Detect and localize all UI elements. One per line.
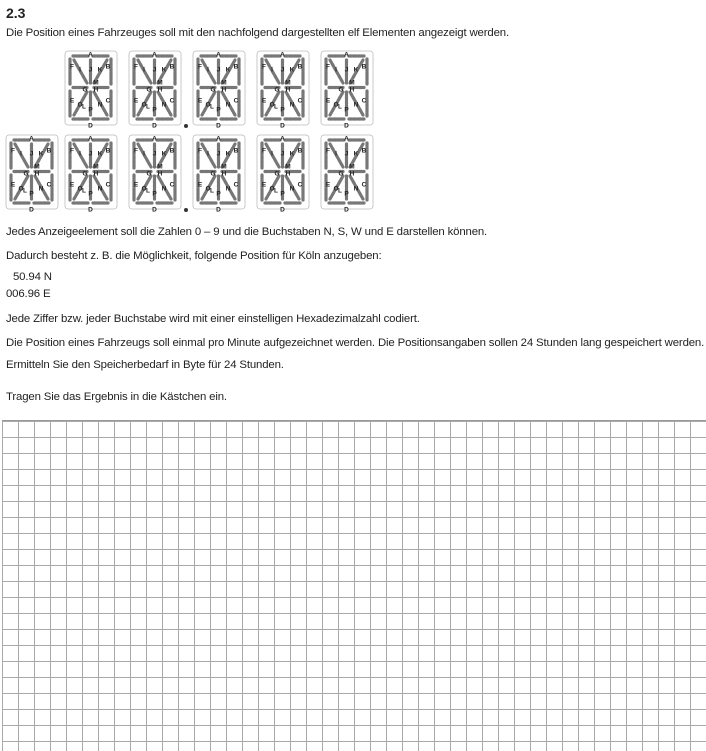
- svg-text:J: J: [280, 66, 285, 74]
- svg-text:B: B: [361, 147, 367, 155]
- svg-text:M: M: [349, 79, 355, 87]
- svg-text:M: M: [93, 163, 99, 171]
- svg-text:K: K: [38, 150, 44, 158]
- svg-text:C: C: [233, 97, 239, 105]
- svg-text:B: B: [297, 147, 303, 155]
- text-display-capability: Jedes Anzeigeelement soll die Zahlen 0 – 9 und die Buchstaben N, S, W und E darstellen können.: [6, 226, 488, 238]
- svg-text:B: B: [169, 63, 175, 71]
- svg-text:A: A: [88, 51, 93, 59]
- svg-text:A: A: [280, 135, 285, 143]
- svg-text:A: A: [216, 51, 221, 59]
- svg-text:L: L: [146, 103, 150, 111]
- svg-text:M: M: [157, 163, 163, 171]
- svg-text:C: C: [361, 181, 367, 189]
- svg-text:I: I: [335, 66, 337, 74]
- svg-text:L: L: [210, 187, 214, 195]
- svg-text:J: J: [280, 150, 285, 158]
- svg-text:O: O: [77, 101, 83, 109]
- svg-text:O: O: [205, 185, 211, 193]
- sixteen-segment-display: [64, 134, 118, 219]
- svg-text:G: G: [210, 170, 216, 178]
- svg-text:F: F: [326, 147, 330, 155]
- svg-text:H: H: [349, 170, 355, 178]
- svg-text:L: L: [338, 187, 342, 195]
- svg-text:J: J: [344, 66, 349, 74]
- sixteen-segment-display: [192, 50, 246, 135]
- svg-text:M: M: [349, 163, 355, 171]
- svg-text:P: P: [344, 106, 349, 114]
- svg-text:D: D: [280, 206, 285, 214]
- svg-text:N: N: [97, 185, 103, 193]
- svg-text:G: G: [338, 170, 344, 178]
- svg-text:I: I: [79, 150, 81, 158]
- svg-text:E: E: [69, 97, 75, 105]
- coordinate-east: 006.96 E: [6, 288, 51, 300]
- svg-text:N: N: [97, 101, 103, 109]
- svg-text:L: L: [82, 187, 86, 195]
- svg-text:F: F: [11, 147, 15, 155]
- svg-text:N: N: [161, 101, 167, 109]
- sixteen-segment-display: [192, 134, 246, 219]
- svg-text:N: N: [38, 185, 44, 193]
- svg-text:K: K: [97, 150, 103, 158]
- svg-text:C: C: [169, 181, 175, 189]
- svg-text:O: O: [333, 101, 339, 109]
- svg-text:M: M: [157, 79, 163, 87]
- svg-text:A: A: [344, 135, 349, 143]
- svg-text:E: E: [133, 181, 139, 189]
- sixteen-segment-display: [128, 50, 182, 135]
- svg-text:I: I: [207, 66, 209, 74]
- svg-text:A: A: [152, 135, 157, 143]
- svg-text:J: J: [88, 66, 93, 74]
- svg-text:G: G: [274, 86, 280, 94]
- svg-text:I: I: [79, 66, 81, 74]
- svg-text:O: O: [205, 101, 211, 109]
- svg-text:H: H: [285, 170, 291, 178]
- svg-text:G: G: [146, 170, 152, 178]
- svg-text:G: G: [338, 86, 344, 94]
- sixteen-segment-display: [5, 134, 59, 219]
- svg-text:J: J: [216, 66, 221, 74]
- svg-text:E: E: [325, 97, 331, 105]
- svg-text:K: K: [289, 150, 295, 158]
- svg-text:P: P: [29, 190, 34, 198]
- svg-text:P: P: [216, 106, 221, 114]
- svg-text:C: C: [361, 97, 367, 105]
- svg-text:H: H: [221, 86, 227, 94]
- decimal-point-bottom: [184, 208, 188, 212]
- task-intro: Die Position eines Fahrzeuges soll mit den nachfolgend dargestellten elf Elementen angezeigt werden.: [6, 27, 509, 39]
- svg-text:A: A: [216, 135, 221, 143]
- svg-text:H: H: [157, 170, 163, 178]
- answer-grid[interactable]: [2, 420, 706, 751]
- svg-text:P: P: [88, 106, 93, 114]
- svg-text:C: C: [169, 97, 175, 105]
- svg-text:N: N: [289, 101, 295, 109]
- svg-text:F: F: [198, 147, 202, 155]
- svg-text:B: B: [297, 63, 303, 71]
- svg-text:D: D: [29, 206, 34, 214]
- svg-text:O: O: [141, 101, 147, 109]
- svg-text:K: K: [225, 150, 231, 158]
- svg-text:F: F: [70, 147, 74, 155]
- svg-text:F: F: [198, 63, 202, 71]
- svg-text:B: B: [233, 147, 239, 155]
- svg-text:E: E: [261, 181, 267, 189]
- svg-text:A: A: [152, 51, 157, 59]
- svg-text:H: H: [93, 170, 99, 178]
- svg-text:A: A: [280, 51, 285, 59]
- svg-text:H: H: [157, 86, 163, 94]
- svg-text:K: K: [353, 150, 359, 158]
- svg-text:N: N: [161, 185, 167, 193]
- svg-text:A: A: [29, 135, 34, 143]
- svg-text:L: L: [210, 103, 214, 111]
- svg-text:J: J: [152, 150, 157, 158]
- svg-text:I: I: [271, 66, 273, 74]
- svg-text:P: P: [344, 190, 349, 198]
- task-number: 2.3: [6, 5, 26, 21]
- svg-text:I: I: [20, 150, 22, 158]
- svg-text:E: E: [10, 181, 16, 189]
- svg-text:M: M: [285, 163, 291, 171]
- svg-text:B: B: [361, 63, 367, 71]
- text-hex-encoding: Jede Ziffer bzw. jeder Buchstabe wird mit einer einstelligen Hexadezimalzahl codiert.: [6, 313, 420, 325]
- coordinate-north: 50.94 N: [13, 271, 52, 283]
- svg-text:J: J: [216, 150, 221, 158]
- svg-text:E: E: [197, 181, 203, 189]
- svg-text:K: K: [353, 66, 359, 74]
- svg-text:B: B: [233, 63, 239, 71]
- svg-text:D: D: [88, 122, 93, 130]
- svg-text:B: B: [105, 63, 111, 71]
- svg-text:P: P: [88, 190, 93, 198]
- sixteen-segment-display: [64, 50, 118, 135]
- svg-text:N: N: [225, 101, 231, 109]
- svg-text:G: G: [274, 170, 280, 178]
- svg-text:H: H: [34, 170, 40, 178]
- svg-text:G: G: [82, 86, 88, 94]
- svg-text:C: C: [46, 181, 52, 189]
- text-instruction: Tragen Sie das Ergebnis in die Kästchen ein.: [6, 391, 227, 403]
- svg-text:O: O: [333, 185, 339, 193]
- svg-text:F: F: [262, 63, 266, 71]
- svg-text:L: L: [274, 103, 278, 111]
- svg-text:D: D: [280, 122, 285, 130]
- sixteen-segment-display: [256, 134, 310, 219]
- svg-text:M: M: [221, 163, 227, 171]
- svg-text:G: G: [23, 170, 29, 178]
- svg-text:G: G: [82, 170, 88, 178]
- svg-text:K: K: [97, 66, 103, 74]
- svg-text:J: J: [344, 150, 349, 158]
- svg-text:D: D: [216, 122, 221, 130]
- svg-text:D: D: [152, 122, 157, 130]
- svg-text:L: L: [274, 187, 278, 195]
- svg-text:D: D: [152, 206, 157, 214]
- svg-text:P: P: [152, 106, 157, 114]
- svg-text:F: F: [70, 63, 74, 71]
- svg-text:N: N: [353, 185, 359, 193]
- svg-text:B: B: [46, 147, 52, 155]
- text-recording-rule: Die Position eines Fahrzeugs soll einmal pro Minute aufgezeichnet werden. Die Positionsangaben sollen 24 Stunden lang gespeichert werden.: [6, 337, 705, 349]
- svg-text:J: J: [152, 66, 157, 74]
- decimal-point-top: [184, 124, 188, 128]
- svg-text:I: I: [143, 150, 145, 158]
- svg-text:N: N: [353, 101, 359, 109]
- svg-text:L: L: [338, 103, 342, 111]
- svg-text:M: M: [285, 79, 291, 87]
- svg-text:F: F: [326, 63, 330, 71]
- svg-text:E: E: [133, 97, 139, 105]
- sixteen-segment-display: [128, 134, 182, 219]
- svg-text:K: K: [289, 66, 295, 74]
- svg-text:J: J: [29, 150, 34, 158]
- svg-text:F: F: [262, 147, 266, 155]
- svg-text:K: K: [225, 66, 231, 74]
- svg-text:N: N: [225, 185, 231, 193]
- svg-text:B: B: [105, 147, 111, 155]
- svg-text:D: D: [88, 206, 93, 214]
- svg-text:L: L: [146, 187, 150, 195]
- svg-text:I: I: [143, 66, 145, 74]
- sixteen-segment-display: [256, 50, 310, 135]
- svg-text:O: O: [269, 101, 275, 109]
- svg-text:O: O: [77, 185, 83, 193]
- svg-text:L: L: [82, 103, 86, 111]
- svg-text:L: L: [23, 187, 27, 195]
- svg-text:P: P: [216, 190, 221, 198]
- svg-text:M: M: [93, 79, 99, 87]
- svg-text:C: C: [105, 97, 111, 105]
- svg-text:D: D: [344, 122, 349, 130]
- svg-text:O: O: [141, 185, 147, 193]
- sixteen-segment-display: [320, 134, 374, 219]
- svg-text:C: C: [233, 181, 239, 189]
- svg-text:K: K: [161, 150, 167, 158]
- svg-text:H: H: [221, 170, 227, 178]
- svg-text:G: G: [210, 86, 216, 94]
- svg-text:C: C: [297, 181, 303, 189]
- svg-text:H: H: [349, 86, 355, 94]
- svg-text:M: M: [221, 79, 227, 87]
- svg-text:F: F: [134, 63, 138, 71]
- svg-text:H: H: [93, 86, 99, 94]
- svg-text:E: E: [69, 181, 75, 189]
- svg-text:E: E: [261, 97, 267, 105]
- svg-text:E: E: [197, 97, 203, 105]
- svg-text:O: O: [269, 185, 275, 193]
- svg-text:I: I: [335, 150, 337, 158]
- svg-text:D: D: [344, 206, 349, 214]
- svg-text:K: K: [161, 66, 167, 74]
- svg-text:C: C: [105, 181, 111, 189]
- svg-text:C: C: [297, 97, 303, 105]
- svg-text:I: I: [207, 150, 209, 158]
- svg-text:F: F: [134, 147, 138, 155]
- svg-text:P: P: [152, 190, 157, 198]
- svg-text:G: G: [146, 86, 152, 94]
- svg-text:M: M: [34, 163, 40, 171]
- svg-text:O: O: [18, 185, 24, 193]
- svg-text:A: A: [344, 51, 349, 59]
- svg-text:A: A: [88, 135, 93, 143]
- svg-text:H: H: [285, 86, 291, 94]
- svg-text:B: B: [169, 147, 175, 155]
- svg-text:E: E: [325, 181, 331, 189]
- sixteen-segment-display: [320, 50, 374, 135]
- svg-text:N: N: [289, 185, 295, 193]
- svg-text:I: I: [271, 150, 273, 158]
- svg-text:P: P: [280, 106, 285, 114]
- text-example-intro: Dadurch besteht z. B. die Möglichkeit, folgende Position für Köln anzugeben:: [6, 250, 382, 262]
- svg-text:D: D: [216, 206, 221, 214]
- text-task: Ermitteln Sie den Speicherbedarf in Byte für 24 Stunden.: [6, 359, 284, 371]
- svg-text:J: J: [88, 150, 93, 158]
- svg-text:P: P: [280, 190, 285, 198]
